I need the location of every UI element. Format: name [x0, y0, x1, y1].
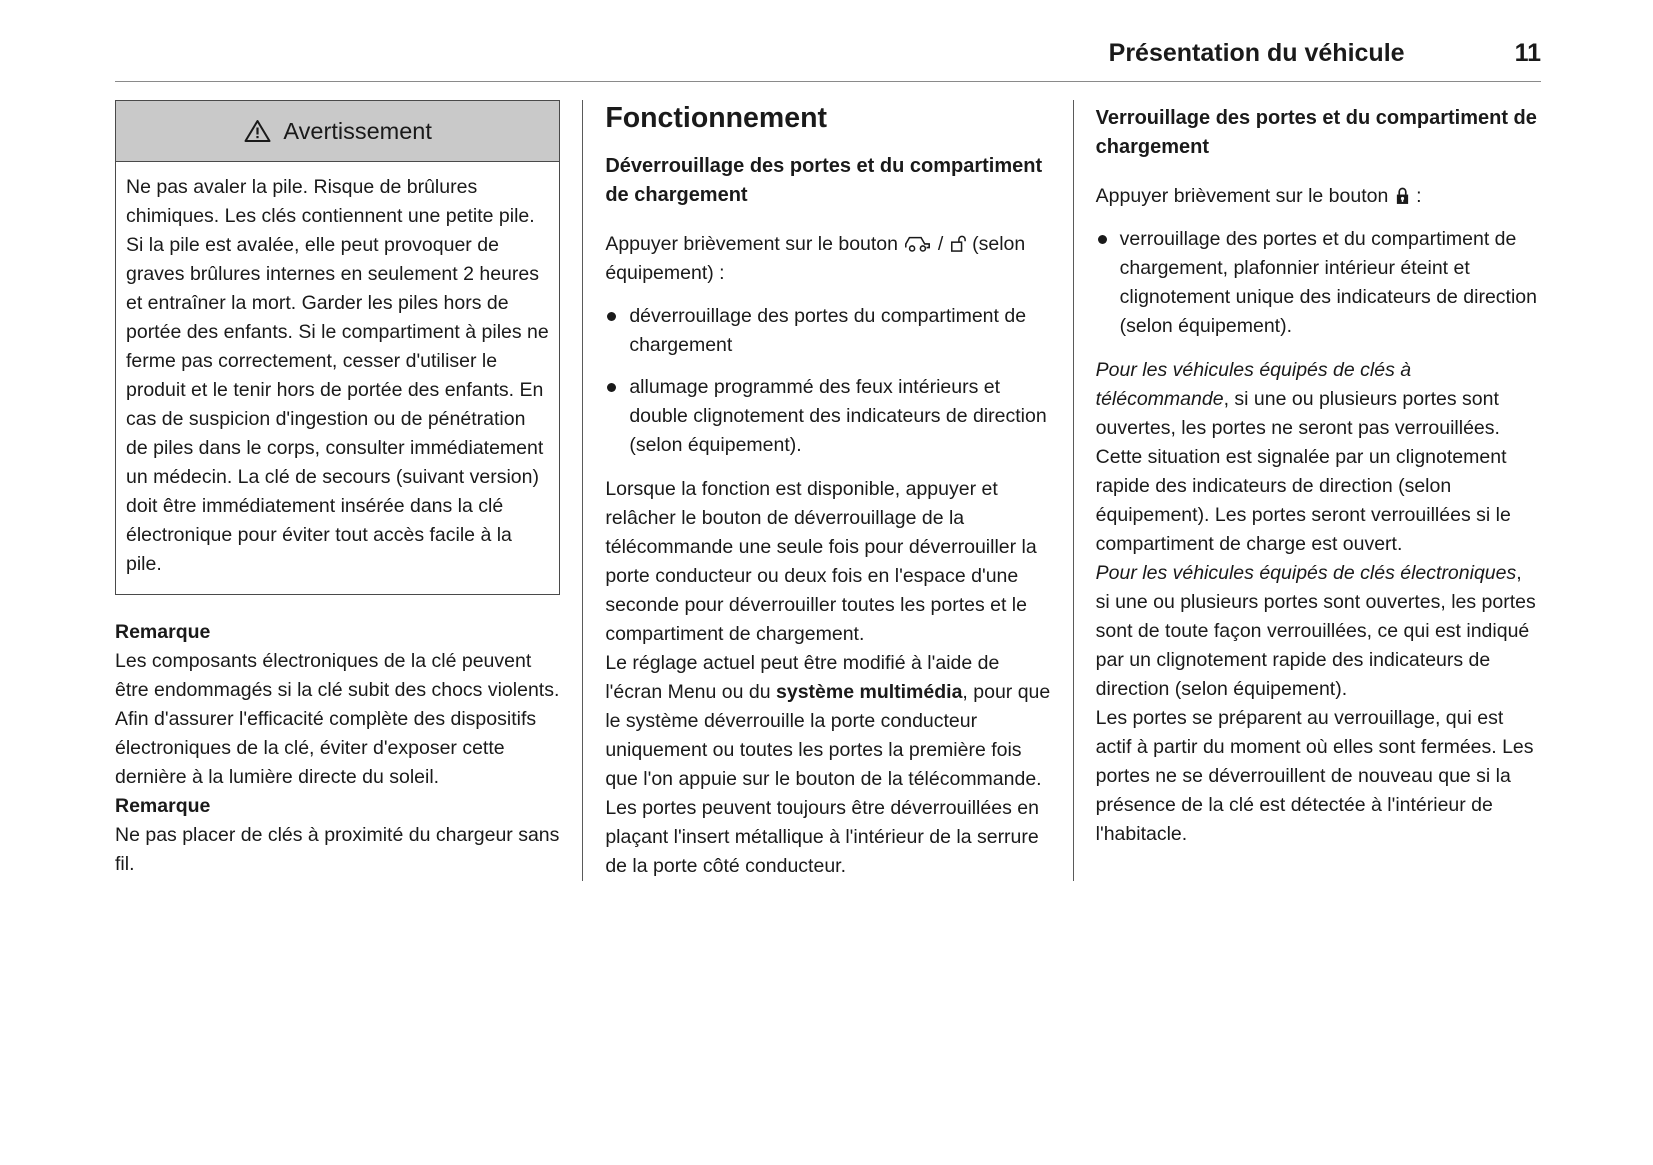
warning-box-body: [116, 162, 559, 594]
paragraph-block: [1096, 356, 1541, 849]
note: [115, 792, 560, 879]
bold-text: système multimédia: [776, 680, 963, 703]
paragraph: [1096, 559, 1541, 704]
bullet-item: [605, 373, 1050, 460]
page-number: 11: [1514, 39, 1541, 67]
warning-box-header: [116, 101, 559, 162]
paragraph: [1096, 356, 1541, 443]
bullet-list: [605, 302, 1050, 460]
bullet-text: allumage programmé des feux intérieurs et double clignotement des indicateurs de direction (selon équipement).: [629, 375, 1047, 456]
italic-text: Pour les véhicules équipés de clés à télécommande: [1095, 359, 1412, 410]
column-divider: [582, 100, 583, 881]
paragraph-text: Le réglage actuel peut être modifié à l'aide de l'écran Menu ou du: [605, 651, 1000, 703]
intro-text-after: (selon équipement) :: [605, 232, 1026, 284]
note-label: Remarque: [115, 621, 211, 643]
paragraph: [605, 649, 1050, 794]
paragraph-text: , si une ou plusieurs portes sont ouvertes, les portes ne seront pas verrouillées.: [1095, 388, 1500, 439]
content-columns: [115, 100, 1541, 881]
bullet-list: [1096, 225, 1541, 341]
paragraph: Cette situation est signalée par un clignotement rapide des indicateurs de direction (selon équipement). Les portes seront verrouillées si le compartiment de charge est ouvert.: [1095, 446, 1511, 555]
right-column: [1096, 100, 1541, 881]
subsection-heading: Verrouillage des portes et du compartiment de chargement: [1095, 107, 1537, 158]
bullet-item: [1096, 225, 1541, 341]
intro-text: Appuyer brièvement sur le bouton: [605, 232, 898, 255]
warning-box: [115, 100, 560, 595]
paragraph-text: , si une ou plusieurs portes sont ouvertes, les portes sont de toute façon verrouillées, ce qui est indiqué par un clignotement rapide des indicateurs de direction (selon équipement).: [1095, 562, 1536, 700]
middle-column: [605, 100, 1050, 881]
left-column: [115, 100, 560, 881]
paragraph-block: [605, 475, 1050, 881]
lock-icon: [1394, 186, 1411, 205]
note: [115, 618, 560, 792]
page-title: Présentation du véhicule: [1108, 39, 1405, 67]
intro-paragraph: [1096, 182, 1541, 211]
italic-text: Pour les véhicules équipés de clés électroniques: [1095, 562, 1517, 584]
paragraph-text: , pour que le système déverrouille la porte conducteur uniquement ou toutes les portes la première fois que l'on appuie sur le bouton de la télécommande.: [605, 680, 1051, 790]
intro-text: Appuyer brièvement sur le bouton: [1095, 185, 1389, 207]
intro-text-after: :: [1416, 185, 1422, 207]
icon-separator: /: [937, 232, 944, 255]
bullet-text: déverrouillage des portes du compartiment de chargement: [629, 304, 1027, 356]
bullet-text: verrouillage des portes et du compartiment de chargement, plafonnier intérieur éteint et clignotement unique des indicateurs de direction (selon équipement).: [1119, 228, 1538, 337]
bullet-item: [605, 302, 1050, 360]
column-divider: [1073, 100, 1074, 881]
section-heading: Fonctionnement: [605, 102, 827, 134]
note-label: Remarque: [115, 795, 211, 817]
paragraph: Lorsque la fonction est disponible, appuyer et relâcher le bouton de déverrouillage de la télécommande une seule fois pour déverrouiller la porte conducteur ou deux fois en l'espace d'une seconde pour déverrouiller toutes les portes et le compartiment de chargement.: [605, 477, 1037, 645]
subsection-heading: Déverrouillage des portes et du compartiment de chargement: [605, 154, 1043, 206]
page-header: [115, 38, 1541, 82]
warning-text: Ne pas avaler la pile. Risque de brûlures chimiques. Les clés contiennent une petite pile. Si la pile est avalée, elle peut provoquer de graves brûlures internes en seulement 2 heures et entraîner la mort. Garder les piles hors de portée des enfants. Si le compartiment à piles ne ferme pas correctement, cesser d'utiliser le produit et le tenir hors de portée des enfants. En cas de suspicion d'ingestion ou de pénétration de piles dans le corps, consulter immédiatement un médecin. La clé de secours (suivant version) doit être immédiatement insérée dans la clé électronique pour éviter tout accès facile à la pile.: [126, 176, 549, 575]
unlock-icon: [949, 234, 967, 253]
warning-title: Avertissement: [283, 117, 432, 144]
intro-paragraph: [605, 230, 1050, 288]
warning-triangle-icon: [243, 119, 272, 143]
paragraph: Les portes peuvent toujours être déverrouillées en plaçant l'insert métallique à l'intérieur de la serrure de la porte côté conducteur.: [605, 796, 1039, 877]
paragraph: Les portes se préparent au verrouillage, qui est actif à partir du moment où elles sont fermées. Les portes ne se déverrouillent de nouveau que si la présence de la clé est détectée à l'intérieur de l'habitacle.: [1095, 707, 1534, 845]
car-remote-unlock-icon: [903, 234, 932, 253]
note-text: Les composants électroniques de la clé peuvent être endommagés si la clé subit des chocs violents. Afin d'assurer l'efficacité complète des dispositifs électroniques de la clé, éviter d'exposer cette dernière à la lumière directe du soleil.: [115, 650, 560, 788]
note-text: Ne pas placer de clés à proximité du chargeur sans fil.: [115, 824, 560, 875]
